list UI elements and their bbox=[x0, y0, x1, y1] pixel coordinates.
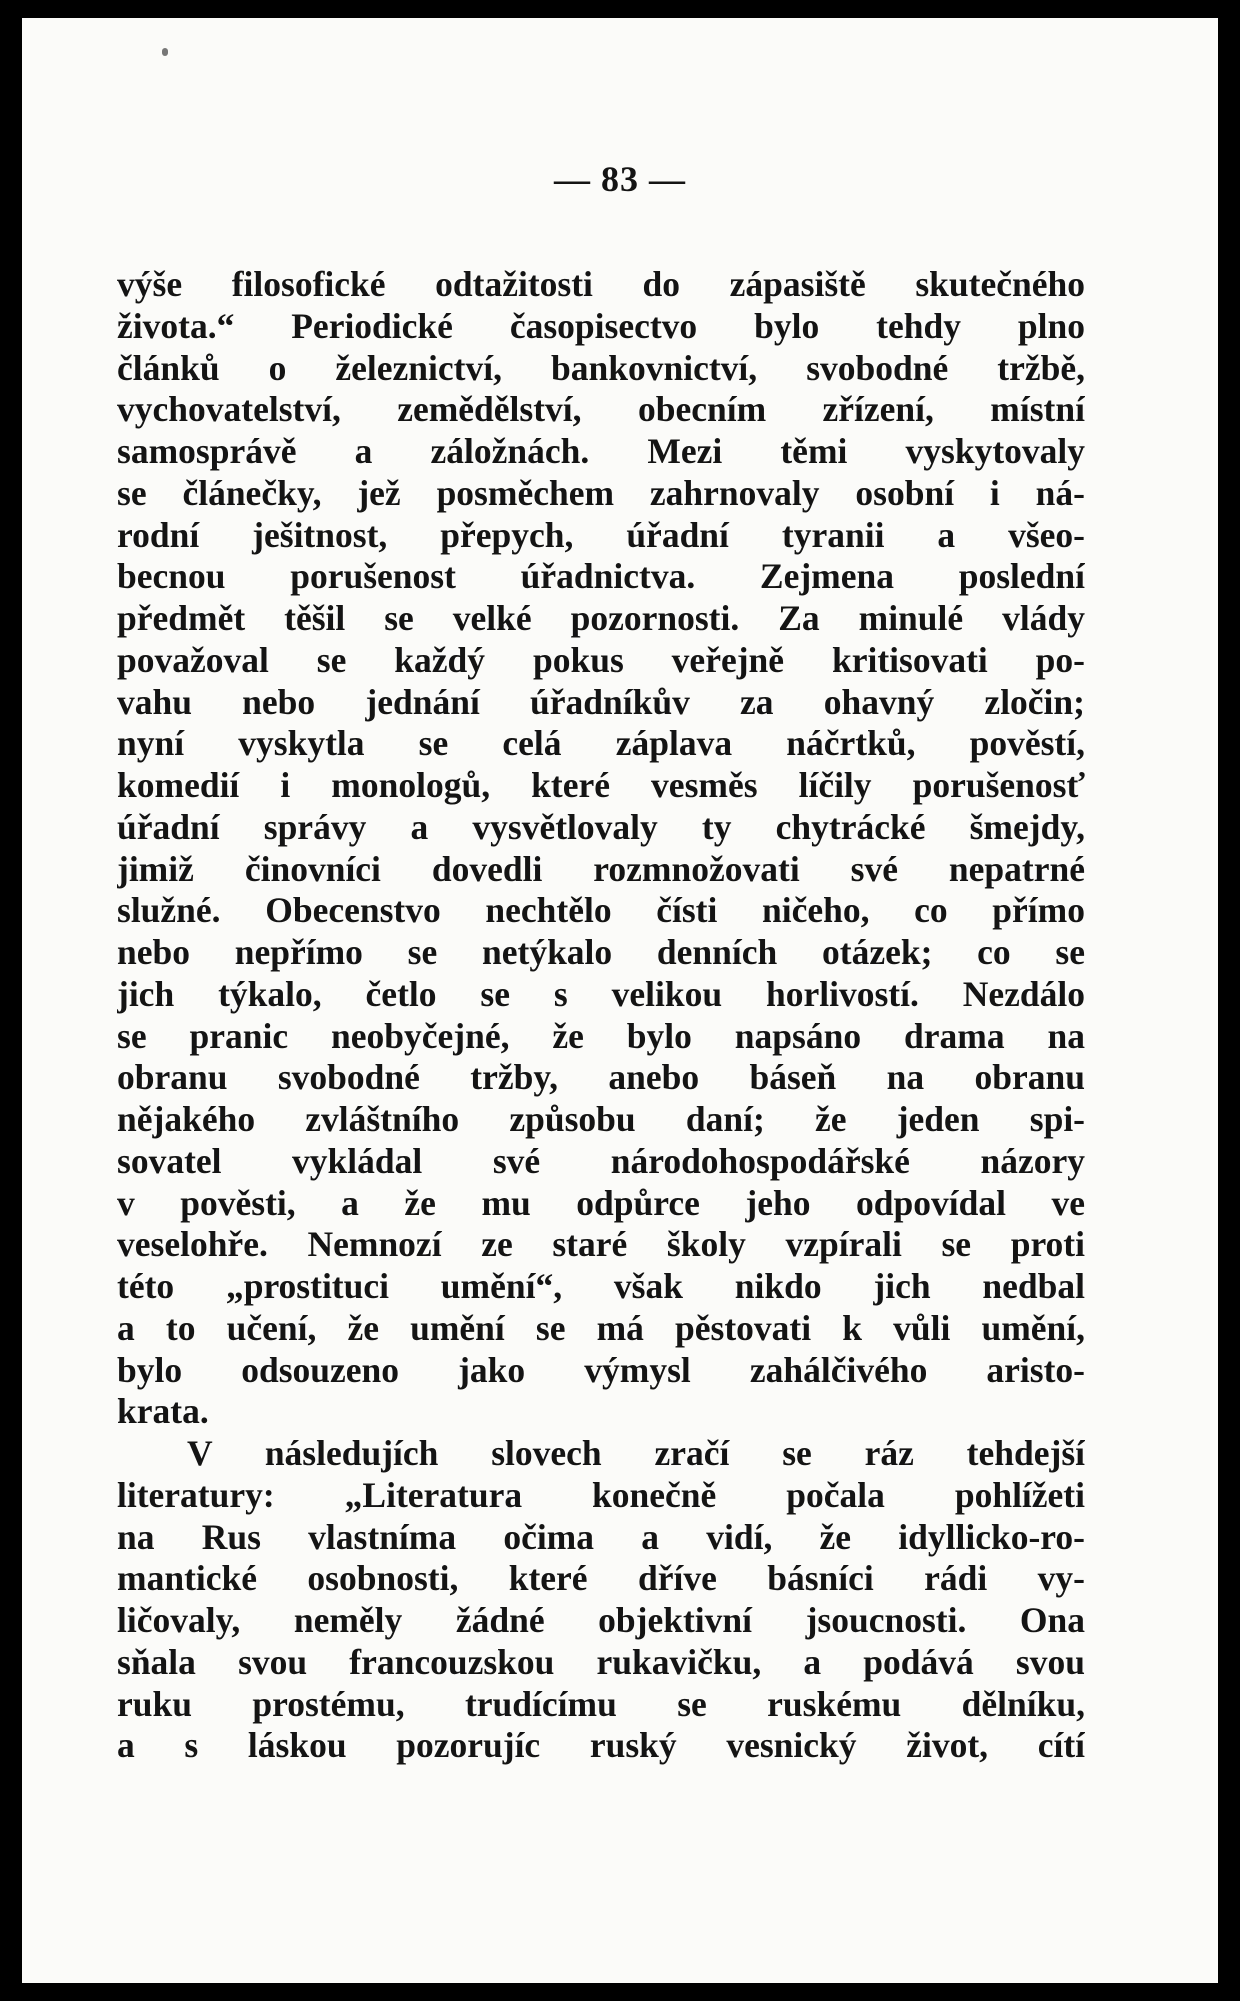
text-line: se článečky, jež posměchem zahrnovaly osobní i ná- bbox=[117, 472, 1085, 513]
text-line: ličovaly, neměly žádné objektivní jsoucnosti. Ona bbox=[117, 1600, 1085, 1640]
text-line: vahu nebo jednání úřadníkův za ohavný zločin; bbox=[117, 681, 1085, 722]
text-line: článků o železnictví, bankovnictví, svobodné tržbě, bbox=[117, 347, 1085, 388]
text-line: samosprávě a záložnách. Mezi těmi vyskytovaly bbox=[117, 431, 1085, 471]
text-line: v pověsti, a že mu odpůrce jeho odpovídal ve bbox=[117, 1182, 1085, 1223]
text-line: ruku prostému, trudícímu se ruskému dělníku, bbox=[117, 1683, 1085, 1724]
text-line: se pranic neobyčejné, že bylo napsáno drama na bbox=[117, 1015, 1085, 1056]
text-line: sňala svou francouzskou rukavičku, a podává svou bbox=[117, 1641, 1085, 1682]
body-text bbox=[117, 264, 1085, 1767]
print-speck bbox=[162, 48, 168, 56]
text-line: literatury: „Literatura konečně počala pohlížeti bbox=[117, 1474, 1085, 1515]
text-line: této „prostituci umění“, však nikdo jich nedbal bbox=[117, 1266, 1085, 1306]
page-number: — 83 — bbox=[554, 159, 686, 199]
text-line: vychovatelství, zemědělství, obecním zřízení, místní bbox=[117, 389, 1085, 430]
text-line: a to učení, že umění se má pěstovati k vůli umění, bbox=[117, 1307, 1085, 1348]
text-line: na Rus vlastníma očima a vidí, že idyllicko-ro- bbox=[117, 1516, 1085, 1557]
text-line: úřadní správy a vysvětlovaly ty chytrácké šmejdy, bbox=[117, 806, 1085, 847]
text-line: nějakého zvláštního způsobu daní; že jeden spi- bbox=[117, 1099, 1085, 1139]
text-line: komedií i monologů, které vesměs líčily porušenosť bbox=[117, 765, 1085, 805]
text-line: života.“ Periodické časopisectvo bylo tehdy plno bbox=[117, 305, 1085, 346]
text-line: bylo odsouzeno jako výmysl zahálčivého aristo- bbox=[117, 1349, 1085, 1390]
text-line: výše filosofické odtažitosti do zápasiště skutečného bbox=[117, 264, 1085, 304]
book-page bbox=[22, 18, 1218, 1983]
text-line: považoval se každý pokus veřejně kritisovati po- bbox=[117, 639, 1085, 680]
paragraph-end-line: krata. bbox=[117, 1391, 209, 1432]
text-line: becnou porušenost úřadnictva. Zejmena poslední bbox=[117, 556, 1085, 597]
text-line: rodní ješitnost, přepych, úřadní tyranii a všeo- bbox=[117, 514, 1085, 555]
text-line: jich týkalo, četlo se s velikou horlivostí. Nezdálo bbox=[117, 973, 1085, 1014]
text-line: veselohře. Nemnozí ze staré školy vzpírali se proti bbox=[117, 1224, 1085, 1265]
text-line: nyní vyskytla se celá záplava náčrtků, pověstí, bbox=[117, 723, 1085, 764]
text-line: jimiž činovníci dovedli rozmnožovati své nepatrné bbox=[117, 848, 1085, 889]
text-line: předmět těšil se velké pozornosti. Za minulé vlády bbox=[117, 598, 1085, 638]
paragraph-start-line: V následujích slovech zračí se ráz tehdejší bbox=[187, 1433, 1085, 1473]
text-line: mantické osobnosti, které dříve básníci rádi vy- bbox=[117, 1558, 1085, 1599]
text-line: nebo nepřímo se netýkalo denních otázek; co se bbox=[117, 932, 1085, 972]
text-line: a s láskou pozorujíc ruský vesnický život, cítí bbox=[117, 1725, 1085, 1766]
text-line: obranu svobodné tržby, anebo báseň na obranu bbox=[117, 1057, 1085, 1098]
text-line: sovatel vykládal své národohospodářské názory bbox=[117, 1140, 1085, 1181]
text-line: služné. Obecenstvo nechtělo čísti ničeho, co přímo bbox=[117, 890, 1085, 931]
